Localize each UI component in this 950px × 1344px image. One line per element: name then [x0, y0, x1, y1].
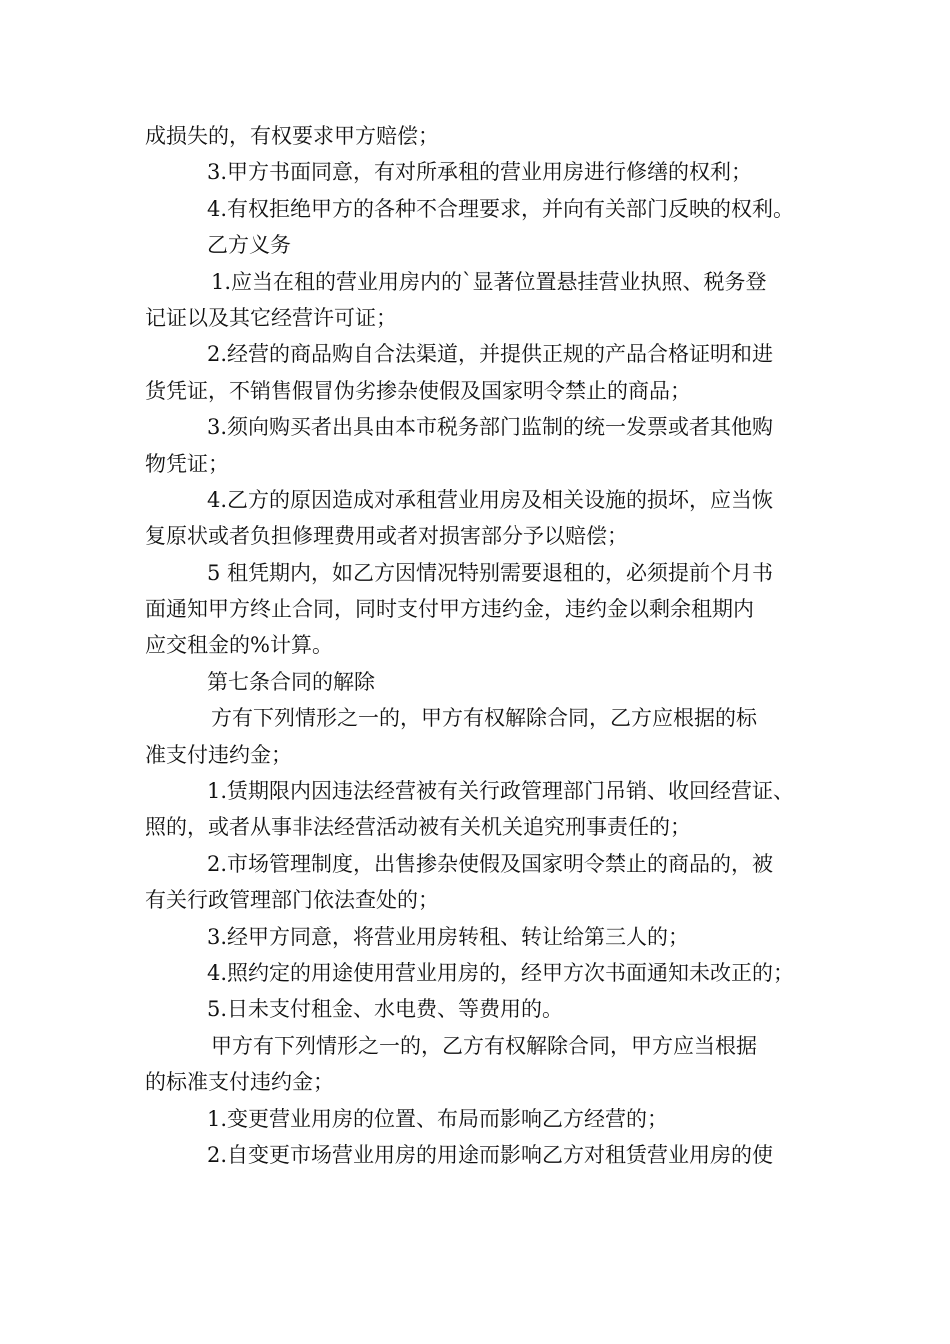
text-line: 物凭证；: [145, 451, 229, 476]
text-line: 甲方有下列情形之一的，乙方有权解除合同，甲方应当根据: [211, 1033, 757, 1058]
text-line: 2.经营的商品购自合法渠道，并提供正规的产品合格证明和进: [207, 342, 774, 367]
text-line: 应交租金的%计算。: [145, 633, 333, 658]
text-line: 3.须向购买者出具由本市税务部门监制的统一发票或者其他购: [207, 415, 774, 440]
text-line: 4.有权拒绝甲方的各种不合理要求，并向有关部门反映的权利。: [207, 196, 795, 221]
text-line: 3.经甲方同意，将营业用房转租、转让给第三人的；: [207, 924, 690, 949]
text-line: 5.日未支付租金、水电费、等费用的。: [207, 997, 564, 1022]
text-line: 1.应当在租的营业用房内的`显著位置悬挂营业执照、税务登: [211, 269, 767, 294]
text-line: 成损失的，有权要求甲方赔偿；: [145, 124, 439, 148]
text-line: 照的，或者从事非法经营活动被有关机关追究刑事责任的；: [145, 815, 691, 840]
text-line: 2.自变更市场营业用房的用途而影响乙方对租赁营业用房的使: [207, 1142, 774, 1167]
text-line: 货凭证，不销售假冒伪劣掺杂使假及国家明令禁止的商品；: [145, 378, 691, 403]
text-line: 1.赁期限内因违法经营被有关行政管理部门吊销、收回经营证、: [207, 779, 795, 804]
text-line: 复原状或者负担修理费用或者对损害部分予以赔偿；: [145, 524, 628, 549]
section-heading: 乙方义务: [207, 233, 291, 258]
text-line: 5 租凭期内，如乙方因情况特别需要退租的，必须提前个月书: [207, 560, 774, 585]
text-line: 2.市场管理制度，出售掺杂使假及国家明令禁止的商品的，被: [207, 851, 774, 876]
text-line: 1.变更营业用房的位置、布局而影响乙方经营的；: [207, 1106, 669, 1131]
text-line: 的标准支付违约金；: [145, 1070, 334, 1095]
document-body: [145, 118, 825, 1173]
text-line: 记证以及其它经营许可证；: [145, 305, 397, 330]
text-line: 准支付违约金；: [145, 742, 292, 767]
text-line: 方有下列情形之一的，甲方有权解除合同，乙方应根据的标: [211, 706, 757, 731]
text-line: 4.照约定的用途使用营业用房的，经甲方次书面通知未改正的；: [207, 960, 795, 985]
text-line: 有关行政管理部门依法查处的；: [145, 888, 439, 913]
text-line: 3.甲方书面同意，有对所承租的营业用房进行修缮的权利；: [207, 160, 753, 185]
section-heading: 第七条合同的解除: [207, 669, 375, 694]
text-line: 4.乙方的原因造成对承租营业用房及相关设施的损坏，应当恢: [207, 487, 774, 512]
text-line: 面通知甲方终止合同，同时支付甲方违约金，违约金以剩余租期内: [145, 597, 754, 622]
